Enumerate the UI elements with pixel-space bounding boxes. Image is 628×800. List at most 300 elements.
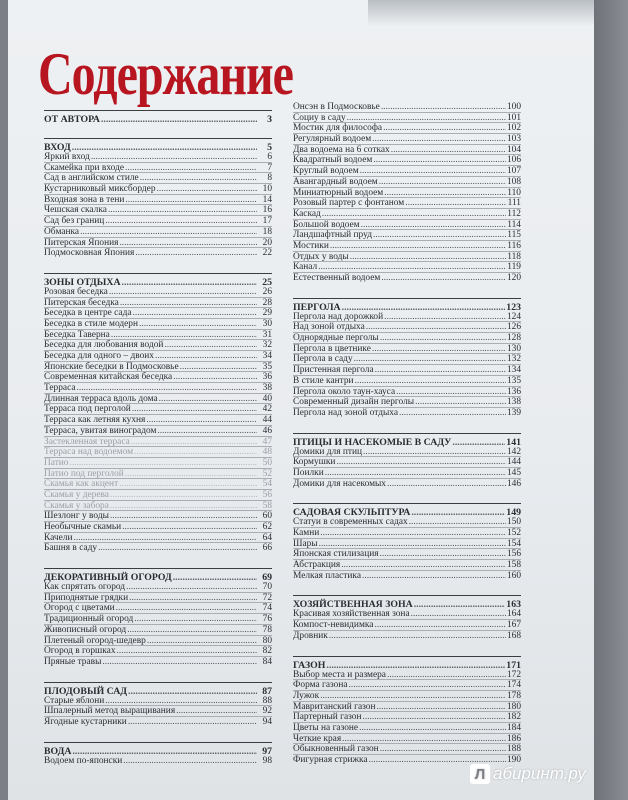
toc-entry-label: Каскад [293,208,321,219]
toc-entry-label: Шезлонг у воды [44,511,109,522]
toc-entry-label: Естественный водоем [293,273,381,283]
toc-entry [293,517,521,528]
dot-leader [414,599,506,609]
toc-entry-label: Качели [44,532,73,543]
toc-entry [293,252,521,263]
toc-entry [293,354,521,365]
toc-entry-page-number: 92 [262,706,272,717]
toc-entry-page-number: 7 [267,162,272,173]
toc-entry [44,173,272,184]
book-page [8,0,594,800]
toc-section [44,138,272,259]
section-heading [44,110,272,124]
dot-leader [120,298,257,309]
toc-entry [44,543,272,554]
toc-entry [44,394,272,405]
toc-entry-page-number: 82 [262,646,272,657]
toc-entry [293,123,521,134]
toc-entry-page-number: 101 [506,112,521,123]
toc-entry-label: Компост-невидимка [293,620,374,631]
toc-left-column [44,110,272,780]
toc-entry-label: Беседка в стиле модерн [44,318,138,329]
toc-entry-page-number: 29 [262,308,272,319]
toc-entry-page-number: 156 [506,549,521,560]
dot-leader [122,522,257,533]
page-edge-shadow [594,0,628,800]
toc-entry-page-number: 40 [262,393,272,404]
toc-section [44,110,272,124]
toc-entry-label: Онсэн в Подмосковье [293,102,380,112]
toc-entry-label: Башня в саду [44,543,98,554]
toc-entry-page-number: 88 [262,695,272,706]
toc-entry-page-number: 107 [506,166,521,177]
toc-entry-page-number: 130 [506,343,521,354]
toc-entry-label: Беседка в центре сада [44,308,132,319]
dot-leader [376,702,505,713]
toc-entry [293,322,521,333]
toc-entry [44,511,272,522]
toc-entry-page-number: 100 [506,102,521,112]
section-heading [44,568,272,582]
toc-entry [293,670,521,681]
dot-leader [139,319,257,330]
toc-entry-page-number: 94 [262,716,272,727]
toc-entry-page-number: 150 [506,517,521,528]
dot-leader [131,437,257,448]
dot-leader [110,511,257,522]
dot-leader [381,102,506,113]
section-heading-label: ПЛОДОВЫЙ САД [44,685,128,696]
toc-entry-page-number: 56 [262,489,272,500]
toc-section [44,742,272,767]
toc-entry-label: Дровник [293,630,328,641]
toc-entry-page-number: 146 [506,478,521,489]
toc-entry [44,205,272,216]
dot-leader [342,302,506,312]
toc-section [293,298,521,419]
toc-entry-page-number: 136 [506,386,521,397]
toc-entry [293,220,521,231]
dot-leader [135,248,257,259]
toc-entry-label: Как спрятать огород [44,582,126,593]
toc-entry [293,188,521,199]
section-heading-page-number: 87 [262,685,272,696]
toc-section [293,503,521,581]
dot-leader [384,312,506,323]
dot-leader [110,501,257,512]
toc-entry-label: Огород в горшках [44,646,116,657]
dot-leader [319,539,506,550]
toc-entry-label: Живописный огород [44,624,127,635]
dot-leader [341,560,506,571]
toc-entry-label: Пристенная пергола [293,365,374,376]
toc-section [44,568,272,668]
toc-entry-page-number: 160 [506,570,521,581]
toc-entry-label: Регулярный водоем [293,134,372,145]
toc-entry-label: Сад без границ [44,216,105,227]
toc-entry-label: Водоем по-японски [44,755,123,766]
toc-entry-label: Скамья у дерева [44,489,109,500]
dot-leader [373,230,506,241]
toc-entry-page-number: 124 [506,311,521,322]
dot-leader [123,756,257,767]
toc-entry-page-number: 6 [267,152,272,162]
dot-leader [155,351,257,362]
dot-leader [349,680,506,691]
toc-entry [293,560,521,571]
toc-section [293,656,521,766]
dot-leader [373,155,506,166]
toc-entry [44,593,272,604]
dot-leader [74,533,258,544]
toc-entry-label: Пергола около таун-хауса [293,386,396,397]
toc-entry-page-number: 135 [506,375,521,386]
toc-entry [44,458,272,469]
toc-entry-page-number: 116 [507,240,521,251]
toc-entry-page-number: 22 [262,248,272,259]
toc-entry-label: Розовый партер с фонтаном [293,198,405,209]
toc-entry [293,479,521,490]
toc-entry-page-number: 103 [506,134,521,145]
toc-entry-page-number: 46 [262,425,272,436]
toc-entry-label: Круглый водоем [293,166,359,177]
section-heading-label: САДОВАЯ СКУЛЬПТУРА [293,507,411,518]
dot-leader [396,387,506,398]
dot-leader [374,620,505,631]
toc-entry-page-number: 108 [506,176,521,187]
toc-entry-page-number: 36 [262,372,272,383]
section-heading-page-number: 123 [506,301,521,312]
toc-entry [44,184,272,195]
toc-entry-label: Пряные травы [44,656,102,667]
toc-entry-label: Квадратный водоем [293,155,373,166]
toc-entry-label: Красивая хозяйственная зона [293,609,410,620]
toc-entry-label: Огород с цветами [44,603,115,614]
dot-leader [372,344,506,355]
toc-entry [293,609,521,620]
toc-entry [44,696,272,707]
toc-entry-label: Японские беседки в Подмосковье [44,361,179,372]
toc-entry-label: Мавританский газон [293,701,376,712]
toc-entry-page-number: 174 [506,680,521,691]
toc-entry-page-number: 76 [262,614,272,625]
section-heading-page-number: 25 [262,276,272,287]
toc-entry-page-number: 118 [507,251,521,262]
toc-entry-page-number: 152 [506,528,521,538]
dot-leader [129,593,257,604]
toc-entry [293,102,521,113]
toc-entry [293,571,521,582]
toc-entry [293,468,521,479]
toc-entry-page-number: 28 [262,297,272,308]
dot-leader [157,426,257,437]
toc-entry-page-number: 78 [262,624,272,635]
dot-leader [399,408,506,419]
toc-entry-label: Кустарниковый миксбордер [44,184,156,195]
dot-leader [108,205,257,216]
toc-entry [293,333,521,344]
toc-entry-page-number: 112 [507,208,521,219]
toc-entry-page-number: 72 [262,592,272,603]
toc-entry [293,539,521,550]
toc-entry-page-number: 38 [262,383,272,394]
section-heading-page-number: 149 [506,507,521,518]
dot-leader [119,479,257,490]
dot-leader [176,706,257,717]
toc-entry-label: Чешская скалка [44,205,107,216]
dot-leader [326,660,505,670]
toc-entry-label: Отдых у воды [293,251,349,262]
dot-leader [98,543,257,554]
toc-entry [44,501,272,512]
toc-entry [44,287,272,298]
toc-entry-page-number: 145 [506,467,521,478]
toc-entry-page-number: 188 [506,744,521,755]
dot-leader [117,646,257,657]
toc-entry-label: Форма газона [293,680,348,691]
dot-leader [350,252,506,263]
toc-entry-label: Пергола над дорожкой [293,311,384,322]
dot-leader [157,184,257,195]
dot-leader [133,308,257,319]
toc-entry-label: Подмосковная Япония [44,248,135,259]
toc-entry-page-number: 8 [267,173,272,184]
toc-entry [293,631,521,642]
toc-entry [44,319,272,330]
toc-entry [293,241,521,252]
toc-entry-label: Шары [293,538,318,549]
dot-leader [452,437,505,447]
dot-leader [128,717,257,728]
toc-entry-page-number: 48 [262,447,272,458]
toc-entry-label: Четкие края [293,733,342,744]
toc-entry-page-number: 84 [262,656,272,667]
dot-leader [72,142,257,152]
toc-entry [293,744,521,755]
toc-entry-label: Выбор места и размера [293,669,386,680]
toc-entry-page-number: 31 [262,329,272,340]
toc-entry [44,248,272,259]
dot-leader [322,209,506,220]
toc-entry [44,646,272,657]
toc-entry-label: Яркий вход [44,152,90,162]
toc-entry [293,620,521,631]
toc-entry-label: Обманка [44,226,80,237]
toc-entry [44,227,272,238]
toc-entry [44,330,272,341]
page-shadow [368,0,594,26]
dot-leader [354,354,506,365]
toc-entry-label: Пергола в цветнике [293,343,371,354]
toc-entry-label: Входная зона в тени [44,194,125,205]
toc-entry-label: Терраса как летняя кухня [44,415,146,426]
toc-entry [44,614,272,625]
toc-entry-page-number: 30 [262,318,272,329]
dot-leader [128,686,257,696]
toc-entry-page-number: 120 [506,273,521,283]
section-heading-page-number: 163 [506,599,521,610]
dot-leader [409,517,506,528]
toc-entry [44,469,272,480]
toc-entry [44,362,272,373]
toc-entry [293,376,521,387]
toc-entry [44,308,272,319]
toc-entry [293,145,521,156]
toc-entry-label: Терраса, увитая виноградом [44,425,157,436]
toc-entry-page-number: 186 [506,733,521,744]
dot-leader [127,625,257,636]
dot-leader [362,712,505,723]
toc-entry-label: Кормушки [293,457,336,468]
toc-entry-label: В стиле кантри [293,375,354,386]
toc-entry-page-number: 164 [506,609,521,620]
toc-entry [293,457,521,468]
toc-entry [293,691,521,702]
toc-entry-label: Беседка Таверна [44,329,110,340]
toc-entry [44,522,272,533]
toc-entry-label: Скамья как акцент [44,479,119,490]
toc-entry-label: Пергола над зоной отдыха [293,407,399,418]
dot-leader [91,152,257,163]
toc-entry [44,415,272,426]
toc-entry-label: Застекленная терраса [44,436,130,447]
toc-entry [293,408,521,419]
section-heading [293,298,521,312]
toc-entry-label: Цветы на газоне [293,722,359,733]
dot-leader [329,631,506,642]
toc-entry-label: Социу в саду [293,112,346,123]
dot-leader [105,216,257,227]
section-heading-label: ХОЗЯЙСТВЕННАЯ ЗОНА [293,599,413,610]
section-heading-label: ЗОНЫ ОТДЫХА [44,276,121,287]
toc-entry-page-number: 16 [262,205,272,216]
dot-leader [362,571,506,582]
toc-entry-label: Домики для насекомых [293,478,386,489]
dot-leader [405,198,506,209]
toc-entry [293,734,521,745]
toc-entry-label: Мелкая пластика [293,570,361,581]
toc-entry-page-number: 50 [262,457,272,468]
toc-entry-label: Пергола в саду [293,354,353,365]
toc-entry-page-number: 110 [507,187,521,198]
toc-entry-label: Приподнятые грядки [44,592,129,603]
toc-entry-page-number: 106 [506,155,521,166]
toc-entry-page-number: 70 [262,582,272,593]
toc-entry-label: Длинная терраса вдоль дома [44,393,158,404]
dot-leader [375,365,506,376]
dot-leader [134,447,257,458]
dot-leader [415,397,506,408]
toc-entry-page-number: 119 [507,262,521,273]
toc-entry-label: Камни [293,528,320,538]
toc-entry [44,603,272,614]
section-heading-page-number: 141 [506,436,521,447]
dot-leader [180,362,257,373]
toc-entry-label: Старые яблони [44,695,105,706]
toc-entry [293,528,521,539]
toc-entry-label: Партерный газон [293,712,362,723]
toc-entry [293,447,521,458]
toc-entry-label: Лужок [293,690,320,701]
toc-entry [44,490,272,501]
dot-leader [140,173,257,184]
toc-entry-page-number: 134 [506,365,521,376]
toc-entry-page-number: 102 [506,123,521,134]
dot-leader [111,330,257,341]
toc-entry-page-number: 168 [506,630,521,641]
toc-entry-label: Японская стилизация [293,549,379,560]
dot-leader [330,241,506,252]
section-heading [44,273,272,287]
toc-entry [293,344,521,355]
toc-entry-label: Авангардный водоем [293,176,378,187]
toc-entry [44,216,272,227]
dot-leader [391,145,506,156]
toc-entry-page-number: 66 [262,543,272,554]
toc-entry-label: Обыкновенный газон [293,744,379,755]
dot-leader [361,220,506,231]
watermark-text: абиринт.ру [493,764,586,783]
toc-section [293,595,521,641]
section-heading-label: ПЕРГОЛА [293,301,341,312]
dot-leader [359,723,506,734]
toc-entry [293,209,521,220]
toc-entry-label: Канал [293,262,318,273]
toc-entry-label: Статуи в современных садах [293,517,408,528]
toc-entry [44,351,272,362]
toc-entry [293,549,521,560]
toc-entry [44,437,272,448]
toc-entry-label: Необычные скамьи [44,522,122,532]
toc-entry [293,230,521,241]
toc-entry-page-number: 167 [506,620,521,631]
toc-entry-label: Большой водоем [293,219,360,230]
toc-entry [44,383,272,394]
dot-leader [109,287,257,298]
toc-entry [44,163,272,174]
toc-entry-page-number: 172 [506,669,521,680]
toc-entry-page-number: 80 [262,635,272,646]
toc-entry-page-number: 184 [506,722,521,733]
toc-entry [44,195,272,206]
dot-leader [387,479,506,490]
dot-leader [336,457,506,468]
toc-entry [44,582,272,593]
toc-entry-page-number: 74 [262,603,272,614]
toc-entry-page-number: 182 [506,712,521,723]
toc-entry-label: Мостики [293,240,329,251]
dot-leader [342,734,506,745]
section-heading [293,595,521,609]
toc-entry [293,134,521,145]
toc-entry-page-number: 35 [262,361,272,372]
toc-entry [293,177,521,188]
toc-entry [293,273,521,284]
dot-leader [110,490,257,501]
section-heading-label: ПТИЦЫ И НАСЕКОМЫЕ В САДУ [293,436,452,447]
dot-leader [347,113,506,124]
toc-entry [293,387,521,398]
dot-leader [380,744,506,755]
toc-entry-page-number: 58 [262,500,272,511]
toc-entry [293,365,521,376]
toc-entry [293,397,521,408]
section-heading-page-number: 171 [506,659,521,670]
toc-section [44,682,272,728]
dot-leader [325,468,506,479]
toc-entry [44,533,272,544]
toc-entry [293,312,521,323]
